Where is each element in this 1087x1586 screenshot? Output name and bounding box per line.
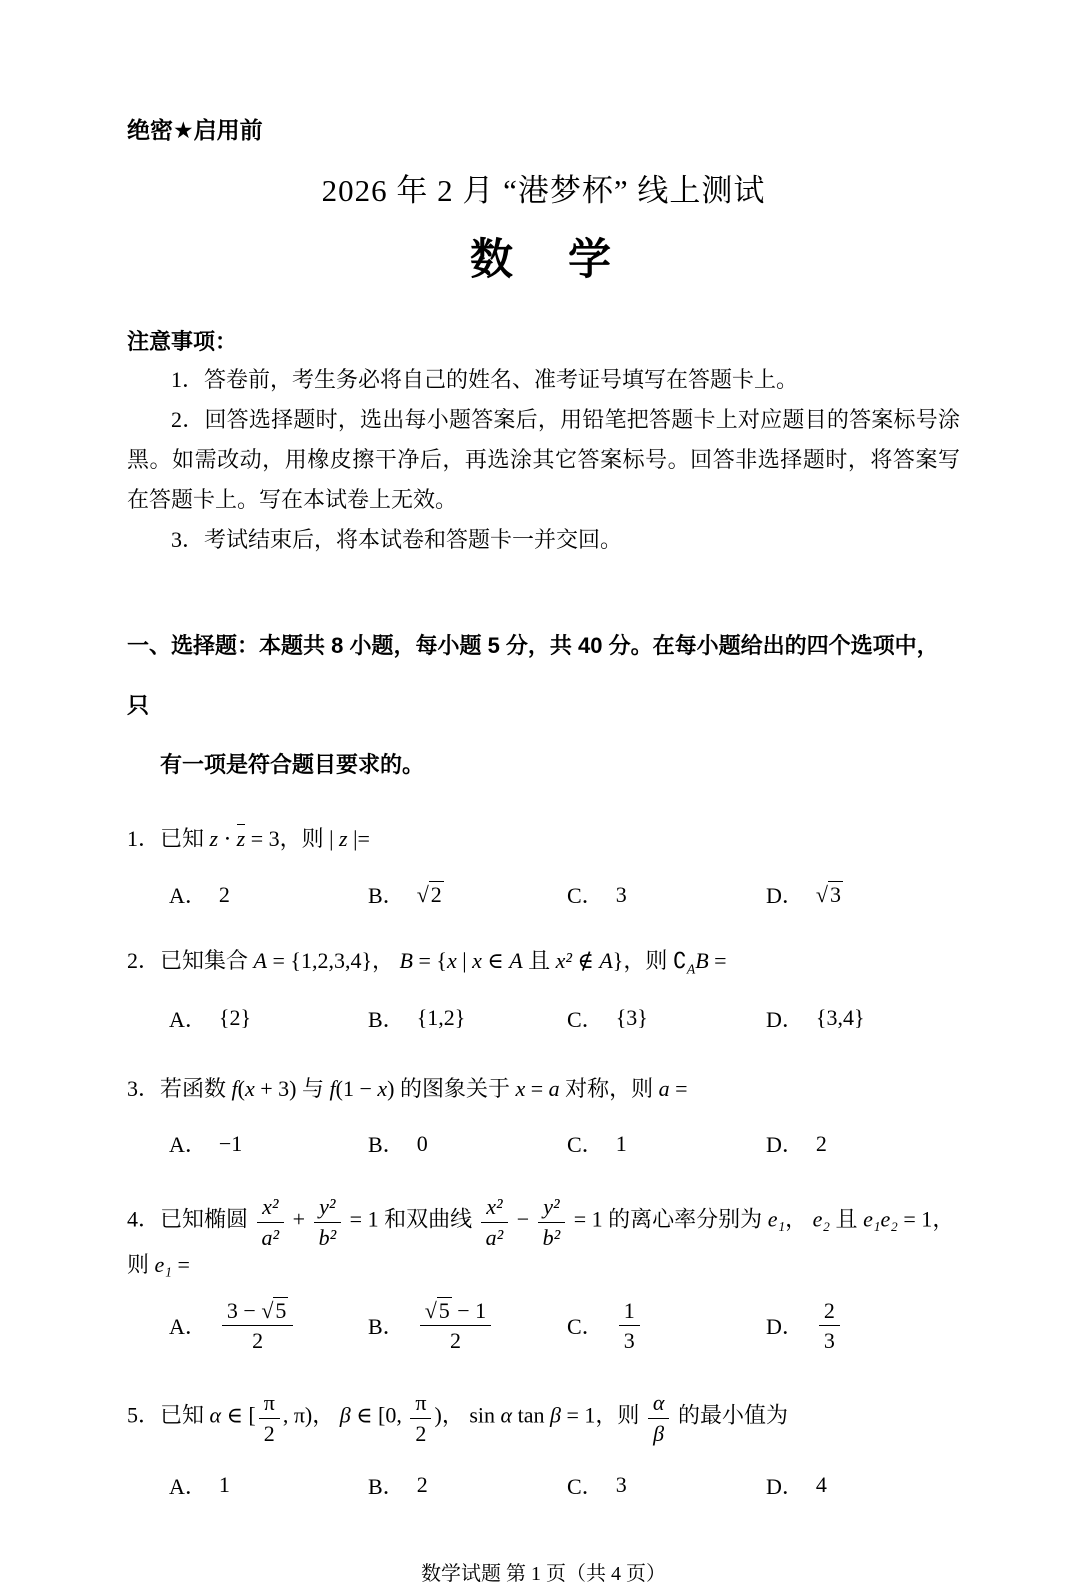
option-label: D．: [766, 1313, 804, 1339]
stem-var: a: [658, 1075, 670, 1101]
stem-text: ，则: [595, 1402, 645, 1428]
stem-text: ，则: [279, 826, 330, 852]
option-b: [368, 1470, 567, 1501]
stem-text: 已知集合: [160, 948, 254, 974]
stem-text: ，: [312, 1402, 340, 1428]
fraction: [259, 1389, 280, 1446]
stem-operator: −: [511, 1206, 535, 1232]
fraction: [420, 1297, 492, 1354]
stem-text: = 1: [568, 1206, 609, 1232]
stem-text: 且: [830, 1206, 864, 1232]
option-c: [567, 879, 766, 910]
option-label: C．: [567, 883, 604, 909]
question-3-stem: [127, 1074, 960, 1105]
option-value: 1: [615, 1130, 627, 1156]
option-label: D．: [766, 1132, 804, 1158]
stem-operator: ⋅: [218, 826, 237, 852]
stem-text: , π): [282, 1402, 313, 1428]
radicand: 5: [275, 1297, 287, 1323]
section-heading-line2: 有一项是符合题目要求的。: [160, 751, 425, 777]
question-3-options: [127, 1128, 960, 1159]
question-5-stem: [127, 1389, 960, 1446]
stem-text: 已知: [160, 826, 210, 852]
section-heading: [127, 616, 960, 794]
notice-section: [127, 325, 960, 560]
question-4-stem: [127, 1193, 960, 1280]
stem-var: x: [515, 1075, 526, 1101]
stem-text: 对称，则: [559, 1075, 659, 1101]
page-footer: 数学试题 第 1 页（共 4 页）: [421, 1562, 666, 1585]
notice-heading: 注意事项：: [127, 329, 238, 354]
fraction-denominator: 2: [415, 1420, 427, 1446]
option-b: [368, 879, 567, 910]
stem-text: }: [612, 948, 624, 974]
question-1-stem: [127, 824, 960, 855]
fraction-denominator: b²: [542, 1224, 561, 1250]
option-label: B．: [368, 1132, 405, 1158]
fraction: [257, 1193, 285, 1250]
fraction-numerator: 2: [819, 1297, 840, 1326]
question-4-options: [127, 1297, 960, 1354]
exam-title: 2026 年 2 月 “港梦杯” 线上测试: [321, 173, 766, 208]
option-value: 3: [615, 881, 627, 907]
stem-var: x: [472, 948, 482, 974]
stem-text: (1 −: [335, 1075, 378, 1101]
stem-text: ): [387, 1075, 395, 1101]
fraction: [819, 1297, 840, 1354]
option-label: A．: [169, 1132, 207, 1158]
option-label: A．: [169, 1473, 207, 1499]
fraction-numerator: α: [648, 1389, 670, 1418]
stem-var: z: [339, 826, 348, 852]
stem-text: ∈ [0,: [350, 1402, 408, 1428]
option-a: [169, 1128, 368, 1159]
numerator-text: − 1: [451, 1297, 487, 1323]
fraction-numerator: [420, 1297, 492, 1326]
radicand: 2: [430, 881, 442, 907]
complement-subscript: A: [686, 961, 696, 977]
stem-var: A: [253, 948, 267, 974]
stem-text: ，: [441, 1402, 470, 1428]
fraction-numerator: π: [410, 1389, 431, 1418]
stem-text: = 1: [897, 1206, 933, 1232]
option-b: [368, 1297, 567, 1354]
fraction-numerator: 1: [619, 1297, 640, 1326]
stem-text: 的图象关于: [394, 1075, 516, 1101]
fraction-numerator: π: [259, 1389, 280, 1418]
stem-text: = 1: [344, 1206, 385, 1232]
fraction-numerator: x²: [257, 1193, 285, 1222]
stem-text: =: [525, 1075, 549, 1101]
stem-text: ∉: [572, 948, 600, 974]
option-value: {2}: [218, 1005, 252, 1031]
stem-text: ，则: [127, 1206, 955, 1277]
stem-var: e₁: [154, 1252, 172, 1277]
fraction-denominator: 3: [623, 1328, 635, 1354]
radical-sign: √: [416, 881, 429, 907]
radical-sign: √: [261, 1297, 274, 1323]
radicand: 3: [829, 881, 841, 907]
subject-title: 数 学: [470, 237, 617, 284]
fraction-numerator: y²: [314, 1193, 342, 1222]
fraction-numerator: x²: [481, 1193, 509, 1222]
option-b: [368, 1003, 567, 1034]
option-label: B．: [368, 1473, 405, 1499]
stem-var: β: [549, 1402, 561, 1428]
fraction: [648, 1389, 670, 1446]
fraction-numerator: [222, 1297, 294, 1326]
stem-var: e₁: [767, 1206, 786, 1232]
option-value: 2: [815, 1130, 827, 1156]
question-number: 1．: [127, 826, 161, 852]
stem-text: ，: [372, 948, 400, 974]
option-label: A．: [169, 1313, 207, 1339]
fraction-denominator: 2: [252, 1328, 264, 1354]
stem-text: 已知: [160, 1402, 210, 1428]
fraction: [314, 1193, 342, 1250]
stem-text: 与: [296, 1075, 330, 1101]
option-value: −1: [218, 1130, 243, 1156]
question-2-options: [127, 1003, 960, 1034]
stem-var: β: [339, 1402, 351, 1428]
stem-var: e₂: [812, 1206, 831, 1232]
stem-var: f: [329, 1075, 336, 1101]
question-5: [127, 1389, 960, 1501]
question-3: [127, 1074, 960, 1160]
option-label: D．: [766, 1006, 804, 1032]
option-value: 4: [815, 1472, 827, 1498]
stem-text: = {1,2,3,4}: [266, 948, 373, 974]
question-4: [127, 1193, 960, 1353]
stem-text: + 3): [254, 1075, 297, 1101]
stem-text: =: [669, 1075, 688, 1101]
question-number: 4．: [127, 1206, 161, 1232]
fraction-denominator: 2: [449, 1328, 461, 1354]
complement-symbol: ∁: [672, 948, 687, 974]
option-label: C．: [567, 1132, 604, 1158]
option-c: [567, 1128, 766, 1159]
stem-text: ，: [785, 1206, 813, 1232]
option-label: A．: [169, 883, 207, 909]
question-5-options: [127, 1470, 960, 1501]
option-c: [567, 1003, 766, 1034]
option-label: D．: [766, 883, 804, 909]
radicand: 5: [438, 1297, 450, 1323]
stem-var: x: [244, 1075, 255, 1101]
option-value: 1: [218, 1472, 230, 1498]
stem-var: e₁e₂: [863, 1206, 898, 1232]
fraction: [538, 1193, 566, 1250]
option-b: [368, 1128, 567, 1159]
fraction-denominator: a²: [261, 1224, 280, 1250]
stem-var: A: [599, 948, 613, 974]
question-2-stem: [127, 946, 960, 978]
stem-text: |=: [347, 826, 370, 852]
option-value: {3,4}: [815, 1005, 865, 1031]
fraction: [619, 1297, 640, 1354]
stem-text: =: [171, 1252, 190, 1277]
stem-var: x: [446, 948, 457, 974]
stem-text: =: [708, 948, 727, 974]
option-label: C．: [567, 1473, 604, 1499]
question-number: 2．: [127, 948, 161, 974]
option-label: B．: [368, 1313, 405, 1339]
stem-text: ，则: [623, 948, 673, 974]
stem-var: B: [695, 948, 709, 974]
sqrt-radical: [261, 1297, 288, 1323]
option-d: [766, 1128, 827, 1159]
stem-var: x²: [555, 948, 573, 974]
option-a: [169, 1470, 368, 1501]
stem-var: a: [548, 1075, 560, 1101]
notice-item-3: 3．考试结束后，将本试卷和答题卡一并交回。: [171, 527, 623, 553]
option-a: [169, 879, 368, 910]
fraction: [222, 1297, 294, 1354]
sqrt-radical: [417, 882, 444, 908]
option-d: [766, 1003, 865, 1034]
question-number: 3．: [127, 1075, 161, 1101]
option-label: D．: [766, 1473, 804, 1499]
stem-text: 已知椭圆: [160, 1206, 254, 1232]
stem-var: α: [209, 1402, 222, 1428]
question-1-options: [127, 879, 960, 910]
stem-text: |: [329, 826, 340, 852]
stem-operator: +: [287, 1206, 311, 1232]
stem-var: α: [500, 1402, 513, 1428]
fraction-denominator: 3: [823, 1328, 835, 1354]
fraction-denominator: 2: [263, 1420, 275, 1446]
stem-text: 的最小值为: [672, 1402, 788, 1428]
option-a: [169, 1297, 368, 1354]
question-1: [127, 824, 960, 910]
radical-sign: √: [424, 1297, 437, 1323]
stem-text: 的离心率分别为: [608, 1206, 768, 1232]
radical-sign: √: [815, 881, 828, 907]
option-value: 2: [416, 1472, 428, 1498]
option-c: [567, 1470, 766, 1501]
option-value: 2: [218, 881, 230, 907]
sqrt-radical: [816, 882, 843, 908]
option-label: C．: [567, 1313, 604, 1339]
option-label: C．: [567, 1006, 604, 1032]
fraction-denominator: b²: [318, 1224, 337, 1250]
stem-text: = 3: [245, 826, 280, 852]
notice-item-1: 1．答卷前，考生务必将自己的姓名、准考证号填写在答题卡上。: [171, 367, 799, 392]
stem-var: B: [399, 948, 413, 974]
security-banner: 绝密★启用前: [127, 117, 263, 143]
option-c: [567, 1297, 766, 1354]
section-heading-line1: 一、选择题：本题共 8 小题，每小题 5 分，共 40 分。在每小题给出的四个选项中，只: [127, 633, 939, 718]
stem-text: 且: [522, 948, 556, 974]
stem-text: ∈ [: [221, 1402, 256, 1428]
option-d: [766, 1297, 843, 1354]
function-name: tan: [512, 1402, 550, 1428]
stem-var-conjugate: z: [236, 826, 246, 852]
fraction: [481, 1193, 509, 1250]
question-2: [127, 946, 960, 1033]
stem-text: 和双曲线: [384, 1206, 478, 1232]
option-d: [766, 1470, 827, 1501]
function-name: sin: [469, 1402, 501, 1428]
stem-text: (: [237, 1075, 245, 1101]
stem-text: = {: [412, 948, 447, 974]
stem-text: |: [456, 948, 473, 974]
stem-var: z: [209, 826, 219, 852]
stem-text: = 1: [560, 1402, 596, 1428]
fraction-denominator: a²: [485, 1224, 504, 1250]
question-number: 5．: [127, 1402, 161, 1428]
fraction-numerator: y²: [538, 1193, 566, 1222]
stem-text: ): [434, 1402, 442, 1428]
stem-var: A: [509, 948, 523, 974]
numerator-text: 3 −: [226, 1297, 262, 1323]
option-value: 0: [416, 1130, 428, 1156]
option-value: {3}: [615, 1005, 648, 1031]
notice-item-2: 2．回答选择题时，选出每小题答案后，用铅笔把答题卡上对应题目的答案标号涂黑。如需改动，用橡皮擦干净后，再选涂其它答案标号。回答非选择题时，将答案写在答题卡上。写在本试卷上无效。: [127, 407, 960, 513]
option-value: 3: [615, 1472, 627, 1498]
sqrt-radical: [425, 1297, 452, 1323]
option-label: B．: [368, 1006, 405, 1032]
option-value: {1,2}: [416, 1005, 466, 1031]
stem-var: x: [377, 1075, 388, 1101]
stem-text: 若函数: [160, 1075, 232, 1101]
option-a: [169, 1003, 368, 1034]
fraction: [410, 1389, 431, 1446]
option-d: [766, 879, 843, 910]
stem-text: ∈: [481, 948, 510, 974]
option-label: A．: [169, 1006, 207, 1032]
stem-var: f: [231, 1075, 238, 1101]
option-label: B．: [368, 883, 405, 909]
fraction-denominator: β: [653, 1420, 665, 1446]
